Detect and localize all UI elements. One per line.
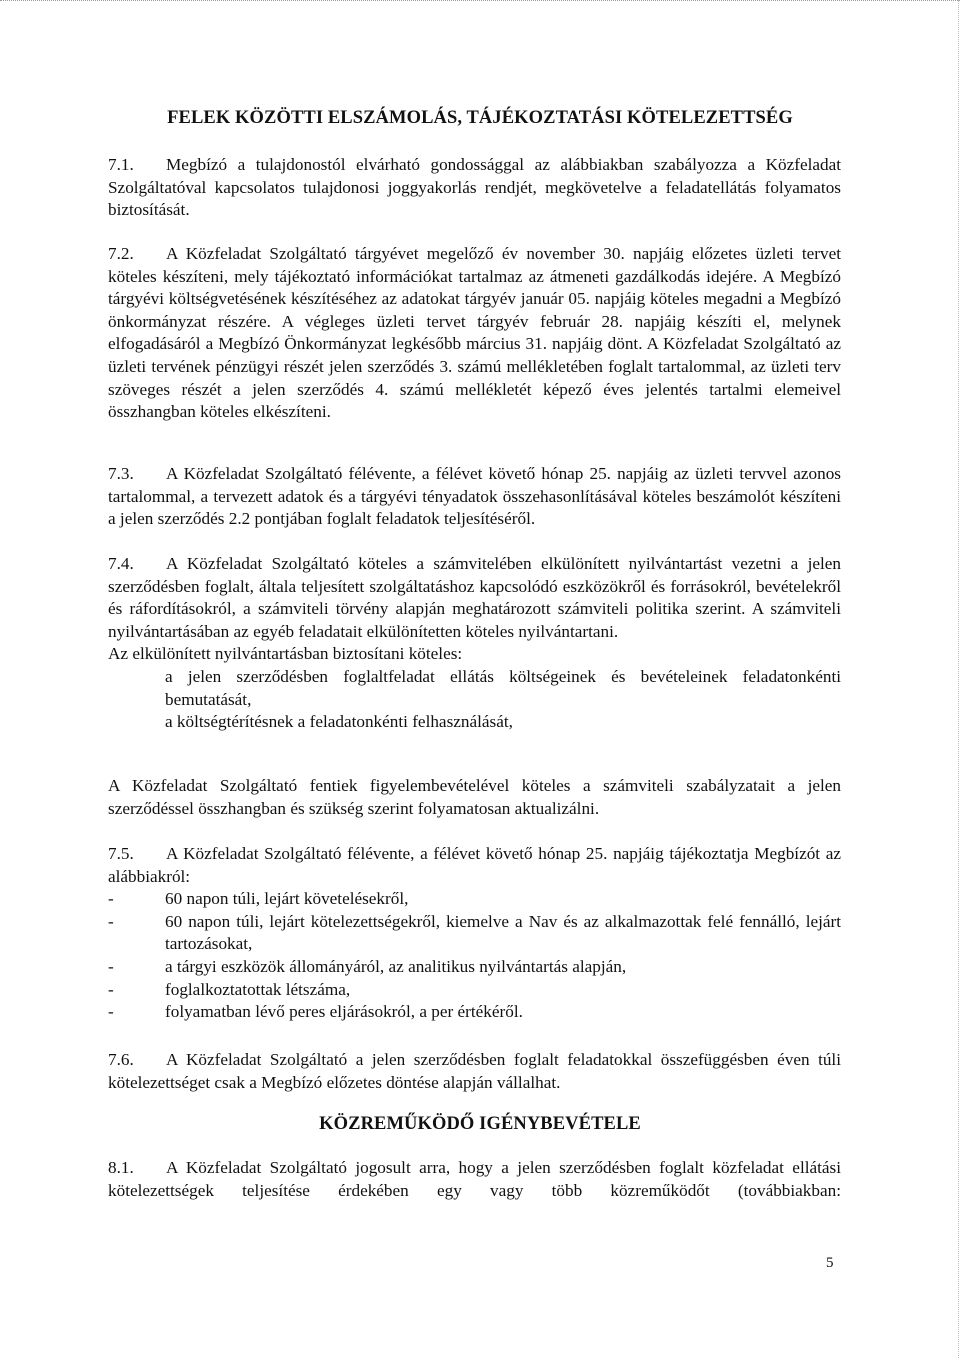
paragraph-text: A Közfeladat Szolgáltató a jelen szerződésben foglalt feladatokkal összefüggésben éven túli kötelezettséget csak a Megbízó előzetes döntése alapján vállalhat.: [108, 1050, 841, 1092]
paragraph-text: A Közfeladat Szolgáltató jogosult arra, hogy a jelen szerződésben foglalt közfeladat ellátási kötelezettségek teljesítése érdekében egy vagy több közreműködőt (továbbiakban:: [108, 1158, 841, 1200]
paragraph-7-4: [108, 553, 841, 734]
scan-right-edge: [957, 0, 959, 1358]
paragraph-7-5: [108, 843, 841, 1024]
section-heading-8: KÖZREMŰKÖDŐ IGÉNYBEVÉTELE: [319, 1114, 641, 1134]
list-item: - 60 napon túli, lejárt kötelezettségekről, kiemelve a Nav és az alkalmazottak felé fennálló, lejárt tartozásokat,: [108, 911, 841, 954]
list-item: - folyamatban lévő peres eljárásokról, a per értékéről.: [108, 1002, 523, 1022]
paragraph-7-2: [108, 243, 841, 424]
list-item: - foglalkoztatottak létszáma,: [108, 979, 351, 999]
paragraph-text: A Közfeladat Szolgáltató félévente, a félévet követő hónap 25. napjáig az üzleti tervvel azonos tartalommal, a tervezett adatok és a tárgyévi tényadatok összehasonlításával köteles beszámolót készíteni a jelen szerződés 2.2 pontjában foglalt feladatok teljesítéséről.: [108, 464, 841, 529]
paragraph-number: 7.5.: [108, 844, 134, 863]
paragraph-text: A Közfeladat Szolgáltató köteles a számvitelében elkülönített nyilvántartást vezetni a jelen szerződésben foglalt, általa teljesített szolgáltatáshoz kapcsolódó eszközökről és forrásokról, bevételekről és ráfordításokról, a számviteli törvény alapján meghatározott számviteli politika szerint. A számviteli nyilvántartásában az egyéb feladatait elkülönítetten köteles nyilvántartani.: [108, 554, 841, 641]
paragraph-number: 7.1.: [108, 155, 134, 174]
sub-intro: Az elkülönített nyilvántartásban biztosítani köteles:: [108, 644, 463, 664]
paragraph-text: A Közfeladat Szolgáltató fentiek figyelembevételével köteles a számviteli szabályzatait a jelen szerződéssel összhangban és szükség szerint folyamatosan aktualizálni.: [108, 776, 841, 818]
paragraph-text: Megbízó a tulajdonostól elvárható gondossággal az alábbiakban szabályozza a Közfeladat Szolgáltatóval kapcsolatos tulajdonosi joggyakorlás rendjét, megkövetelve a feladatellátás folyamatos biztosítását.: [108, 155, 841, 220]
sub-item-2: a költségtérítésnek a feladatonkénti felhasználását,: [165, 712, 513, 732]
paragraph-text: A Közfeladat Szolgáltató tárgyévet megelőző év november 30. napjáig előzetes üzleti tervet köteles készíteni, mely tájékoztató információkat tartalmaz az átmeneti gazdálkodás idejére. A Megbízó tárgyévi költségvetésének készítéséhez az adatokat tárgyév január 05. napjáig köteles megadni a Megbízó önkormányzat részére. A végleges üzleti tervet tárgyév február 28. napjáig készíti el, melynek elfogadásáról a Megbízó Önkormányzat legkésőbb március 31. napjáig dönt. A Közfeladat Szolgáltató az üzleti tervének pénzügyi részét jelen szerződés 3. számú mellékletében foglalt tartalommal, az üzleti terv szöveges részét a jelen szerződés 4. számú mellékletét képező éves jelentés tartalmi elemeivel összhangban köteles elkészíteni.: [108, 244, 841, 422]
scan-top-edge: [0, 0, 960, 5]
page-number: 5: [826, 1255, 834, 1271]
paragraph-7-6: [108, 1049, 841, 1094]
list-item: - 60 napon túli, lejárt követelésekről,: [108, 889, 409, 909]
list-item: - a tárgyi eszközök állományáról, az analitikus nyilvántartás alapján,: [108, 956, 627, 976]
paragraph-7-4-closing: [108, 775, 841, 820]
paragraph-8-1: [108, 1157, 841, 1202]
section-heading-7: FELEK KÖZÖTTI ELSZÁMOLÁS, TÁJÉKOZTATÁSI KÖTELEZETTSÉG: [167, 108, 793, 128]
paragraph-text: A Közfeladat Szolgáltató félévente, a félévet követő hónap 25. napjáig tájékoztatja Megbízót az alábbiakról:: [108, 844, 841, 886]
paragraph-number: 7.2.: [108, 244, 134, 263]
sub-item-1: a jelen szerződésben foglaltfeladat ellátás költségeinek és bevételeinek feladatonkénti bemutatását,: [165, 666, 841, 709]
paragraph-number: 7.3.: [108, 464, 134, 483]
paragraph-number: 8.1.: [108, 1158, 134, 1177]
paragraph-number: 7.6.: [108, 1050, 134, 1069]
paragraph-7-3: [108, 463, 841, 531]
paragraph-7-1: [108, 154, 841, 222]
paragraph-number: 7.4.: [108, 554, 134, 573]
